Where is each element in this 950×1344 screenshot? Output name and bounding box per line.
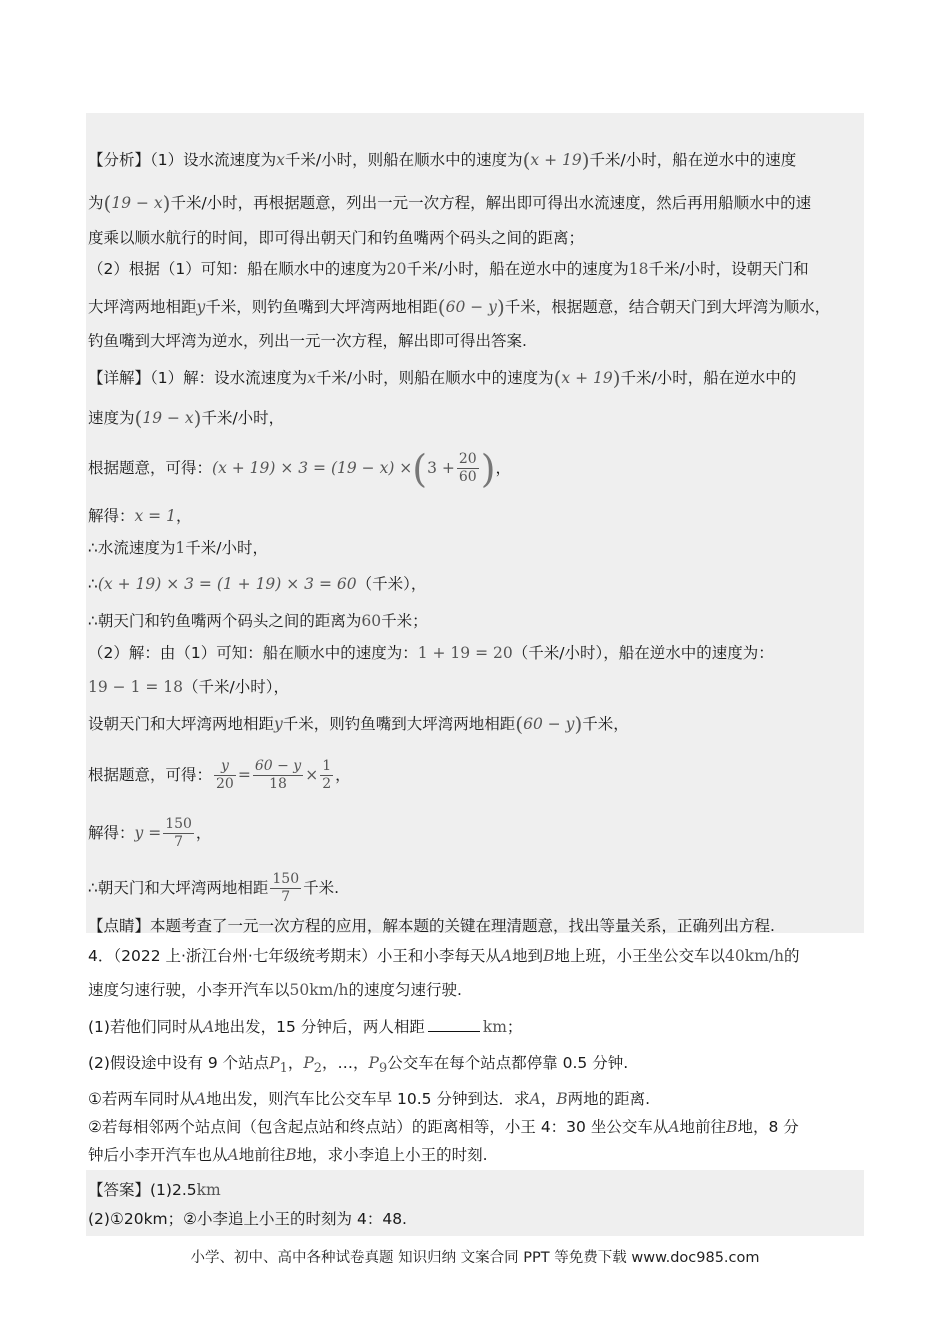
analysis-line-1: 【分析】（1）设水流速度为x千米/小时，则船在顺水中的速度为(x + 19)千米/小时，船在逆水中的速度 [88, 148, 797, 172]
detail-line-9: 19 − 1 = 18（千米/小时）， [88, 678, 289, 696]
detail-line-8: （2）解：由（1）可知：船在顺水中的速度为：1 + 19 = 20（千米/小时），船在逆水中的速度为： [88, 644, 774, 662]
analysis-line-2: 为(19 − x)千米/小时，再根据题意，列出一元一次方程，解出即可得出水流速度，然后再用船顺水中的速 [88, 191, 812, 215]
question-2-1: ①若两车同时从A地出发，则汽车比公交车早 10.5 分钟到达．求A，B两地的距离. [88, 1090, 651, 1108]
comment-line: 【点睛】本题考查了一元一次方程的应用，解本题的关键在理清题意，找出等量关系，正确列出方程. [88, 917, 775, 935]
detail-line-5: ∴水流速度为1千米/小时， [88, 539, 268, 557]
fraction-150-7-b: $\frac{150}{7}$ [272, 871, 300, 905]
problem-line-1: 4．（2022 上·浙江台州·七年级统考期末）小王和小李每天从A地到B地上班，小王坐公交车以40km/h的 [88, 947, 800, 965]
analysis-line-5: 大坪湾两地相距y千米，则钓鱼嘴到大坪湾两地相距(60 − y)千米，根据题意，结合朝天门到大坪湾为顺水， [88, 295, 831, 319]
detail-line-2: 速度为(19 − x)千米/小时， [88, 406, 285, 430]
fraction-y-20: $\frac{y}{20}$ [216, 758, 234, 792]
question-2: (2)假设途中设有 9 个站点$P_1$，$P_2$，…，$P_9$公交车在每个站点都停靠 0.5 分钟. [88, 1054, 629, 1077]
detail-line-12: 解得：y = $\frac{150}{7}$ ， [88, 816, 212, 850]
answer-line-1: 【答案】(1)2.5km [88, 1181, 221, 1199]
fraction-150-7: $\frac{150}{7}$ [165, 816, 192, 850]
detail-equation-1: 根据题意，可得：(x + 19) × 3 = (19 − x) ×(3 + $\frac{20}{60}$ )， [88, 447, 512, 491]
analysis-line-4: （2）根据（1）可知：船在顺水中的速度为20千米/小时，船在逆水中的速度为18千米/小时，设朝天门和 [88, 260, 809, 278]
answer-line-2: (2)①20km；②小李追上小王的时刻为 4：48. [88, 1210, 407, 1228]
answer-blank [428, 1031, 480, 1032]
detail-line-6: ∴(x + 19) × 3 = (1 + 19) × 3 = 60（千米）， [88, 575, 427, 593]
page-footer: 小学、初中、高中各种试卷真题 知识归纳 文案合同 PPT 等免费下载 www.doc985.com [190, 1250, 760, 1266]
question-1: (1)若他们同时从A地出发，15 分钟后，两人相距 km； [88, 1018, 523, 1036]
detail-equation-2: 根据题意，可得： $\frac{y}{20}$ = $\frac{60 - y}{18}$ × $\frac{1}{2}$ ， [88, 758, 351, 792]
question-2-2-line-1: ②若每相邻两个站点间（包含起点站和终点站）的距离相等，小王 4：30 坐公交车从A地前往B地，8 分 [88, 1118, 799, 1136]
detail-line-10: 设朝天门和大坪湾两地相距y千米，则钓鱼嘴到大坪湾两地相距(60 − y)千米， [88, 712, 629, 736]
fraction-1-2: $\frac{1}{2}$ [322, 758, 332, 792]
fraction-60-y-18: $\frac{60 - y}{18}$ [254, 758, 302, 792]
question-2-2-line-2: 钟后小李开汽车也从A地前往B地，求小李追上小王的时刻. [88, 1146, 488, 1164]
detail-line-13: ∴朝天门和大坪湾两地相距 $\frac{150}{7}$ 千米. [88, 871, 340, 905]
detail-line-4: 解得：x = 1， [88, 507, 192, 525]
analysis-line-6: 钓鱼嘴到大坪湾为逆水，列出一元一次方程，解出即可得出答案. [88, 332, 527, 350]
fraction-20-60: $\frac{20}{60}$ [458, 451, 477, 485]
problem-line-2: 速度匀速行驶，小李开汽车以50km/h的速度匀速行驶. [88, 981, 462, 999]
detail-line-7: ∴朝天门和钓鱼嘴两个码头之间的距离为60千米； [88, 612, 428, 630]
detail-line-1: 【详解】（1）解：设水流速度为x千米/小时，则船在顺水中的速度为(x + 19)千米/小时，船在逆水中的 [88, 366, 797, 390]
analysis-line-3: 度乘以顺水航行的时间，即可得出朝天门和钓鱼嘴两个码头之间的距离； [88, 229, 585, 247]
